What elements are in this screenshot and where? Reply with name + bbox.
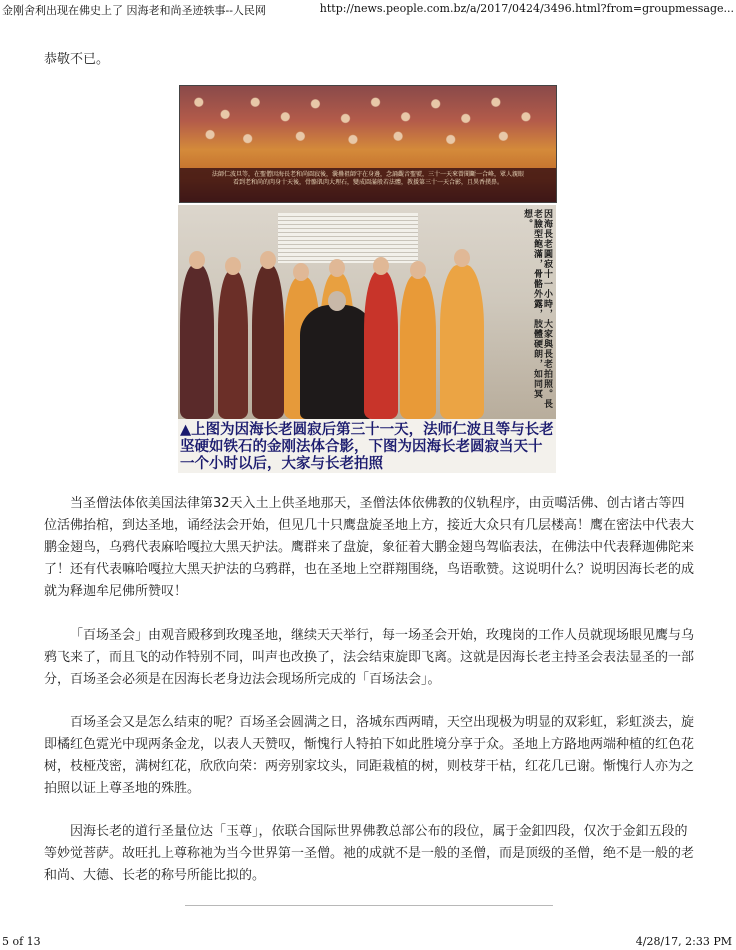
page-title: 金刚舍利出现在佛史上了 因海老和尚圣迹轶事--人民网: [2, 4, 266, 17]
monk-figure: [400, 275, 436, 419]
paragraph: 「百场圣会」由观音殿移到玫瑰圣地，继续天天举行，每一场圣会开始，玫瑰岗的工作人员就现场眼见鹰与乌鸦飞来了，而且飞的动作特别不同，叫声也改换了，法会结束旋即飞离。这就是因海长老主持圣会表法显圣的一部分，百场圣会必须是在因海长老身边法会现场所完成的「百场法会」。: [44, 628, 695, 687]
monk-head: [410, 261, 426, 279]
monks-crowd-image: [180, 86, 556, 167]
monk-head: [293, 263, 309, 281]
monk-figure: [218, 271, 248, 419]
monk-head: [373, 257, 389, 275]
print-header: [0, 0, 736, 16]
photo-caption: ▲上图为因海长老圆寂后第三十一天，法师仁波且等与长老坚硬如铁石的金刚法体合影，下图为因海长老圆寂当天十一个小时以后，大家与长老拍照: [178, 419, 556, 473]
monk-figure: [440, 265, 484, 419]
paragraph: 百场圣会又是怎么结束的呢？百场圣会圆满之日，洛城东西两晴，天空出现极为明显的双彩虹，彩虹淡去，旋即橘红色霓光中现两条金龙，以表人天赞叹，惭愧行人特拍下如此胜境分享于众。圣地上方路地两端种植的红色花树，枝桠茂密，满树红花，欣欣向荣：两旁别家坟头，同距栽植的树，则枝芽干枯，红花几已谢。惭愧行人亦为之拍照以证上尊圣地的殊胜。: [44, 715, 695, 796]
monk-head: [225, 257, 241, 275]
group-photo-top: [179, 85, 557, 203]
window-blinds: [278, 213, 418, 263]
monk-figure: [252, 265, 284, 419]
top-photo-caption: 法師仁波旦等，在聖僧因海長老和尚圓寂後，囊疊祖師守在身邊，念誦觀音聖號，三十一天來曾聞斷一合峰，眾人親眼看到老和尚的肉身十天後，骨骼肌肉大理石，變成圓滿般若法體，教援第三十一天合影，且異香撲鼻。: [180, 168, 556, 202]
bottom-photo-side-text: 因海長老圓寂十一小時，大家與長老拍照。長老臉型飽滿，骨骼外露，肢體硬朗，如同冥想。: [522, 209, 552, 409]
monk-head: [260, 251, 276, 269]
paragraph: 当圣僧法体依美国法律第32天入土上供圣地那天，圣僧法体依佛教的仪轨程序，由贡噶活佛、创古诸古等四位活佛抬棺，到达圣地，诵经法会开始，但见几十只鹰盘旋圣地上方，接近大众只有几层楼高！鹰在密法中代表大鹏金翅鸟，乌鸦代表麻哈嘎拉大黑天护法。鹰群来了盘旋，象征着大鹏金翅鸟驾临表法，在佛法中代表释迦佛陀来了！还有代表嘛哈嘎拉大黑天护法的乌鸦群，也在圣地上空群翔围绕，鸟语歌赞。这说明什么？说明因海长老的成就为释迦牟尼佛所赞叹！: [44, 496, 695, 599]
page-url: http://news.people.com.bz/a/2017/0424/3496.html?from=groupmessage...: [319, 2, 734, 15]
article-photo: [176, 83, 556, 473]
divider: [185, 905, 553, 906]
elder-seated-figure: [300, 305, 374, 419]
monk-figure: [180, 265, 214, 419]
print-timestamp: 4/28/17, 2:33 PM: [635, 935, 732, 948]
monk-figure: [364, 271, 398, 419]
intro-text: 恭敬不已。: [44, 52, 110, 67]
monk-head: [329, 259, 345, 277]
paragraph: 因海长老的道行圣量位达「玉尊」，依联合国际世界佛教总部公布的段位，属于金釦四段，仅次于金釦五段的等妙觉菩萨。故旺扎上尊称祂为当今世界第一圣僧。祂的成就不是一般的圣僧，而是顶级的圣僧，绝不是一般的老和尚、大德、长老的称号所能比拟的。: [44, 824, 695, 883]
elder-head: [328, 291, 346, 311]
monk-head: [189, 251, 205, 269]
page-number: 5 of 13: [2, 935, 41, 948]
monk-head: [454, 249, 470, 267]
group-photo-bottom: [178, 205, 556, 419]
